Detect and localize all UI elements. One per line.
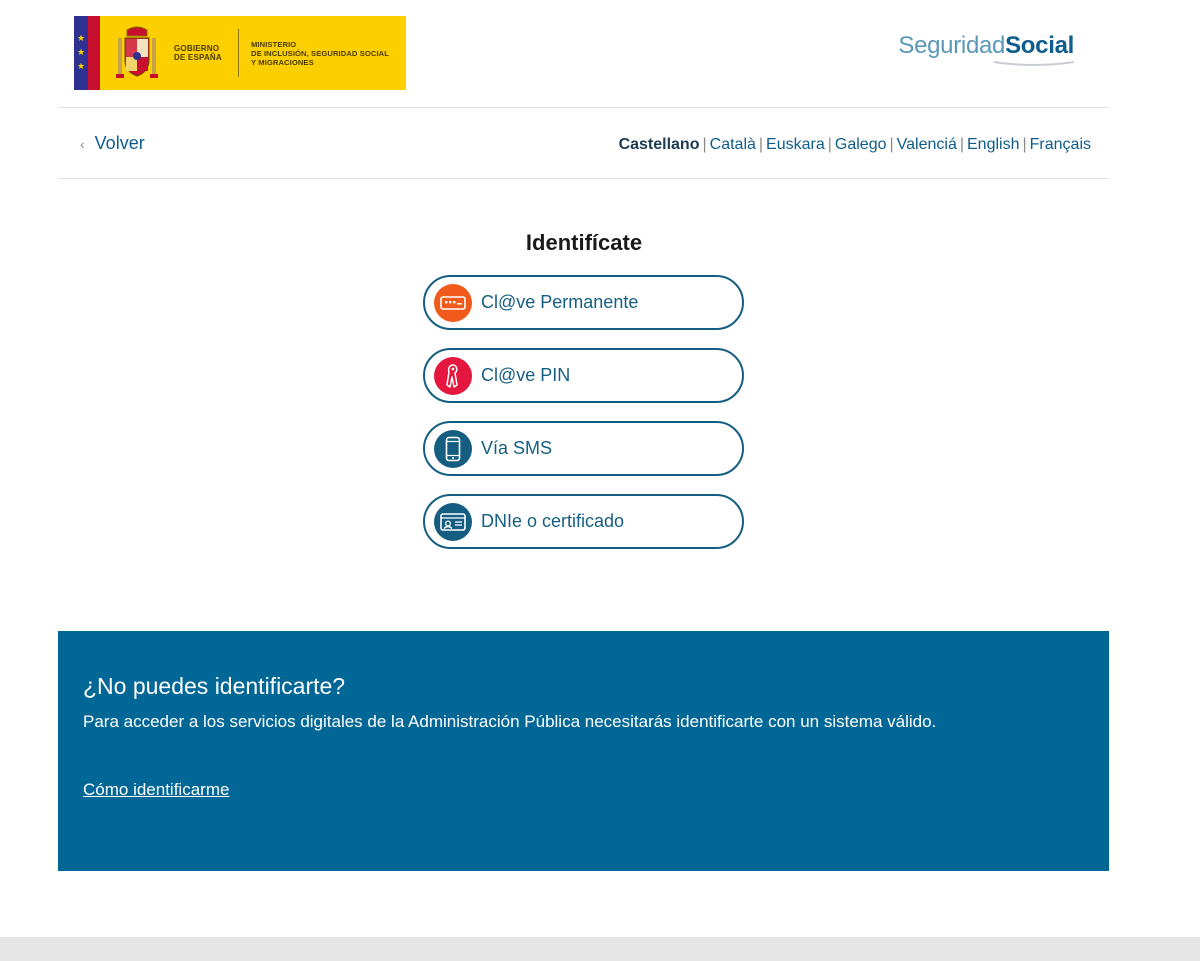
pin-icon (434, 357, 472, 395)
ministry-text: MINISTERIO DE INCLUSIÓN, SEGURIDAD SOCIAL Y MIGRACIONES (251, 39, 390, 67)
back-label: Volver (94, 133, 145, 153)
clave-pin-button[interactable] (423, 348, 744, 403)
dnie-certificado-button[interactable] (423, 494, 744, 549)
logo-divider (238, 29, 239, 77)
lang-euskara[interactable]: Euskara (766, 136, 825, 153)
divider-top (58, 107, 1109, 108)
lang-separator: | (827, 136, 832, 153)
page-title: Identifícate (525, 230, 643, 255)
brand-part-2: Social (1005, 32, 1074, 59)
footer-bar (0, 937, 1200, 961)
eu-flag-band: ★ ★ ★ (74, 16, 88, 90)
lang-galego[interactable]: Galego (834, 136, 887, 153)
lang-catala[interactable]: Català (709, 136, 756, 153)
option-label: Vía SMS (481, 438, 553, 458)
como-identificarme-link[interactable]: Cómo identificarme (83, 780, 230, 799)
lang-separator: | (889, 136, 894, 153)
spain-flag-band (88, 16, 100, 90)
divider-nav (58, 178, 1109, 179)
lang-separator: | (1022, 136, 1027, 153)
lang-castellano[interactable]: Castellano (618, 136, 700, 153)
id-card-icon (434, 503, 472, 541)
lang-separator: | (758, 136, 764, 153)
lang-valencia[interactable]: Valenciá (896, 136, 957, 153)
via-sms-button[interactable] (423, 421, 744, 476)
brand-swoosh-icon (994, 60, 1074, 68)
keyboard-icon (434, 284, 472, 322)
gobierno-text: GOBIERNO DE ESPAÑA (174, 44, 222, 62)
option-label: Cl@ve PIN (481, 365, 571, 385)
lang-francais[interactable]: Français (1029, 136, 1091, 153)
option-label: Cl@ve Permanente (481, 292, 639, 312)
help-title: ¿No puedes identificarte? (83, 673, 346, 699)
brand-part-1: Seguridad (898, 32, 1006, 59)
option-label: DNIe o certificado (481, 511, 625, 531)
language-selector (619, 136, 1091, 154)
gobierno-espana-logo (74, 16, 406, 90)
help-panel (58, 631, 1109, 871)
lang-english[interactable]: English (967, 136, 1020, 153)
mobile-phone-icon (434, 430, 472, 468)
chevron-left-icon: ‹ (80, 135, 85, 152)
seguridad-social-logo[interactable] (898, 32, 1074, 60)
lang-separator: | (702, 136, 707, 153)
clave-permanente-button[interactable] (423, 275, 744, 330)
coat-of-arms-icon (112, 24, 162, 82)
lang-separator: | (959, 136, 964, 153)
help-text: Para acceder a los servicios digitales de la Administración Pública necesitarás identificarte con un sistema válido. (83, 712, 937, 731)
back-link[interactable] (80, 133, 145, 154)
